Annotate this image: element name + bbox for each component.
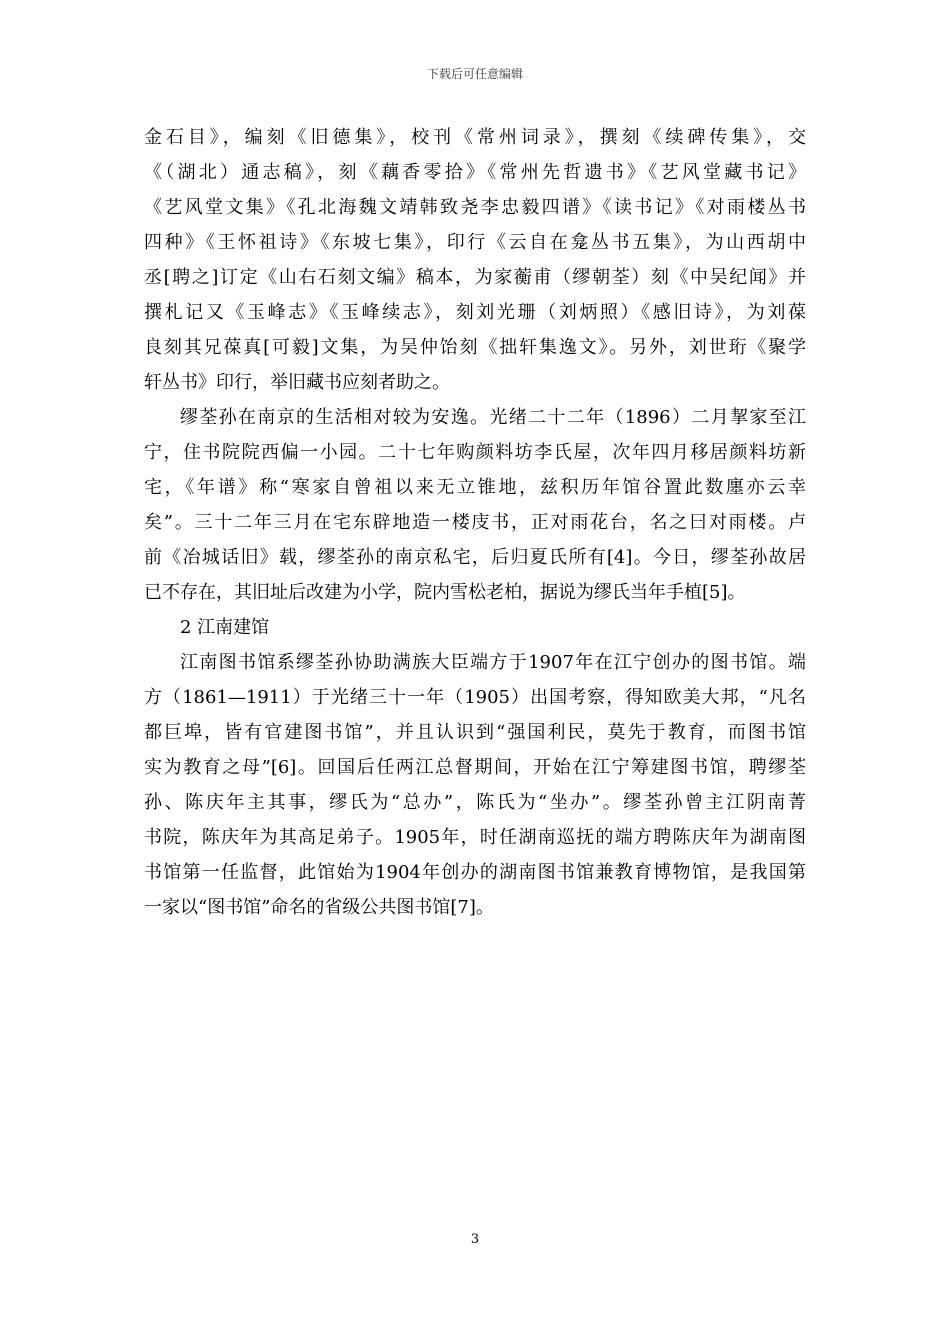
text-line: 方（1861—1911）于光绪三十一年（1905）出国考察，得知欧美大邦，“凡名 [144, 687, 806, 708]
text-line: 书馆第一任监督，此馆始为1904年创办的湖南图书馆兼教育博物馆，是我国第 [144, 862, 806, 883]
text-line: 缪荃孙在南京的生活相对较为安逸。光绪二十二年（1896）二月挈家至江 [180, 407, 806, 428]
text-line: 江南图书馆系缪荃孙协助满族大臣端方于1907年在江宁创办的图书馆。端 [180, 652, 806, 673]
page-header: 下载后可任意编辑 [426, 67, 523, 81]
text-line: 都巨埠，皆有官建图书馆”，并且认识到“强国利民，莫先于教育，而图书馆 [144, 722, 806, 743]
text-line: 四种》《王怀祖诗》《东坡七集》，印行《云自在龛丛书五集》，为山西胡中 [144, 232, 806, 253]
text-line: 金石目》，编刻《旧德集》，校刊《常州词录》，撰刻《续碑传集》，交 [144, 127, 806, 148]
text-line: 宁，住书院院西偏一小园。二十七年购颜料坊李氏屋，次年四月移居颜料坊新 [144, 442, 806, 463]
text-line: 宅，《年谱》称“寒家自曾祖以来无立锥地，兹积历年馆谷置此数廛亦云幸 [144, 477, 806, 498]
text-line: 良刻其兄葆真[可毅]文集，为吴仲饴刻《拙轩集逸文》。另外，刘世珩《聚学 [144, 337, 806, 358]
text-line: 《（湖北）通志稿》，刻《藕香零拾》《常州先哲遗书》《艺风堂藏书记》 [144, 162, 806, 183]
body-text [144, 120, 806, 925]
text-line: 矣”。三十二年三月在宅东辟地造一楼庋书，正对雨花台，名之曰对雨楼。卢 [144, 512, 806, 533]
text-line: 一家以“图书馆”命名的省级公共图书馆[7]。 [144, 897, 494, 918]
text-line: 孙、陈庆年主其事，缪氏为“总办”，陈氏为“坐办”。缪荃孙曾主江阴南菁 [144, 792, 806, 813]
text-line: 《艺风堂文集》《孔北海魏文靖韩致尧李忠毅四谱》《读书记》《对雨楼丛书 [144, 197, 806, 218]
text-line: 丞[聘之]订定《山右石刻文编》稿本，为家蘅甫（缪朝荃）刻《中吴纪闻》并 [144, 267, 806, 288]
text-line: 撰札记又《玉峰志》《玉峰续志》，刻刘光珊（刘炳照）《感旧诗》，为刘葆 [144, 302, 806, 323]
text-line: 前《冶城话旧》载，缪荃孙的南京私宅，后归夏氏所有[4]。今日，缪荃孙故居 [144, 547, 806, 568]
text-line: 书院，陈庆年为其高足弟子。1905年，时任湖南巡抚的端方聘陈庆年为湖南图 [144, 827, 806, 848]
text-line: 轩丛书》印行，举旧藏书应刻者助之。 [144, 372, 450, 393]
text-line: 2 江南建馆 [180, 617, 270, 638]
page-number: 3 [470, 1232, 480, 1247]
text-line: 实为教育之母”[6]。回国后任两江总督期间，开始在江宁筹建图书馆，聘缪荃 [144, 757, 806, 778]
text-line: 已不存在，其旧址后改建为小学，院内雪松老柏，据说为缪氏当年手植[5]。 [144, 582, 746, 603]
